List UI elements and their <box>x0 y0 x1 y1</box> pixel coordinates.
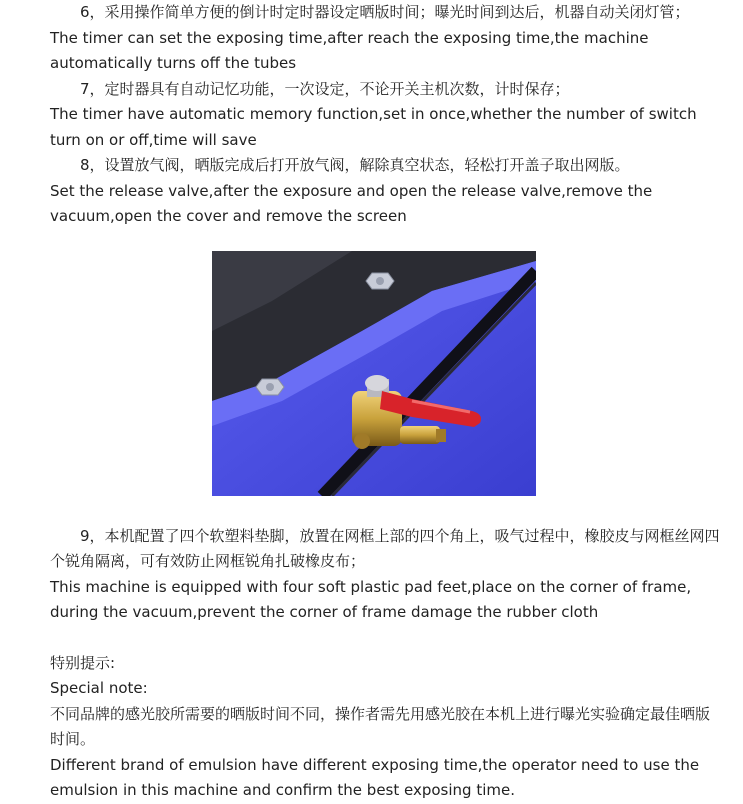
release-valve-photo <box>212 251 536 496</box>
item-9-cn: 9，本机配置了四个软塑料垫脚，放置在网框上部的四个角上，吸气过程中，橡胶皮与网框丝网四个锐角隔离，可有效防止网框锐角扎破橡皮布； <box>50 526 720 570</box>
item-7-en: The timer have automatic memory function,set in once,whether the number of switch turn on or off,time will save <box>50 105 697 149</box>
item-7-cn: 7，定时器具有自动记忆功能，一次设定，不论开关主机次数，计时保存； <box>80 79 570 98</box>
item-6-en: The timer can set the exposing time,after reach the exposing time,the machine automatically turns off the tubes <box>50 28 649 72</box>
blank-line <box>50 626 720 651</box>
item-9-en: This machine is equipped with four soft plastic pad feet,place on the corner of frame, during the vacuum,prevent the corner of frame damage the rubber cloth <box>50 577 692 621</box>
screw-top <box>366 273 394 289</box>
item-8-en: Set the release valve,after the exposure and open the release valve,remove the vacuum,open the cover and remove the screen <box>50 181 653 225</box>
note-title-en: Special note: <box>50 679 148 697</box>
screw-left <box>256 379 284 395</box>
note-body-cn: 不同品牌的感光胶所需要的晒版时间不同，操作者需先用感光胶在本机上进行曝光实验确定最佳晒版时间。 <box>50 704 711 748</box>
item-8-cn: 8，设置放气阀，晒版完成后打开放气阀，解除真空状态，轻松打开盖子取出网版。 <box>80 156 630 174</box>
note-title-cn: 特别提示: <box>50 653 116 672</box>
note-body-en: Different brand of emulsion have different exposing time,the operator need to use the emulsion in this machine and confirm the best exposing time. <box>50 755 700 799</box>
item-6-cn: 6，采用操作简单方便的倒计时定时器设定晒版时间；曝光时间到达后，机器自动关闭灯管； <box>80 3 690 21</box>
